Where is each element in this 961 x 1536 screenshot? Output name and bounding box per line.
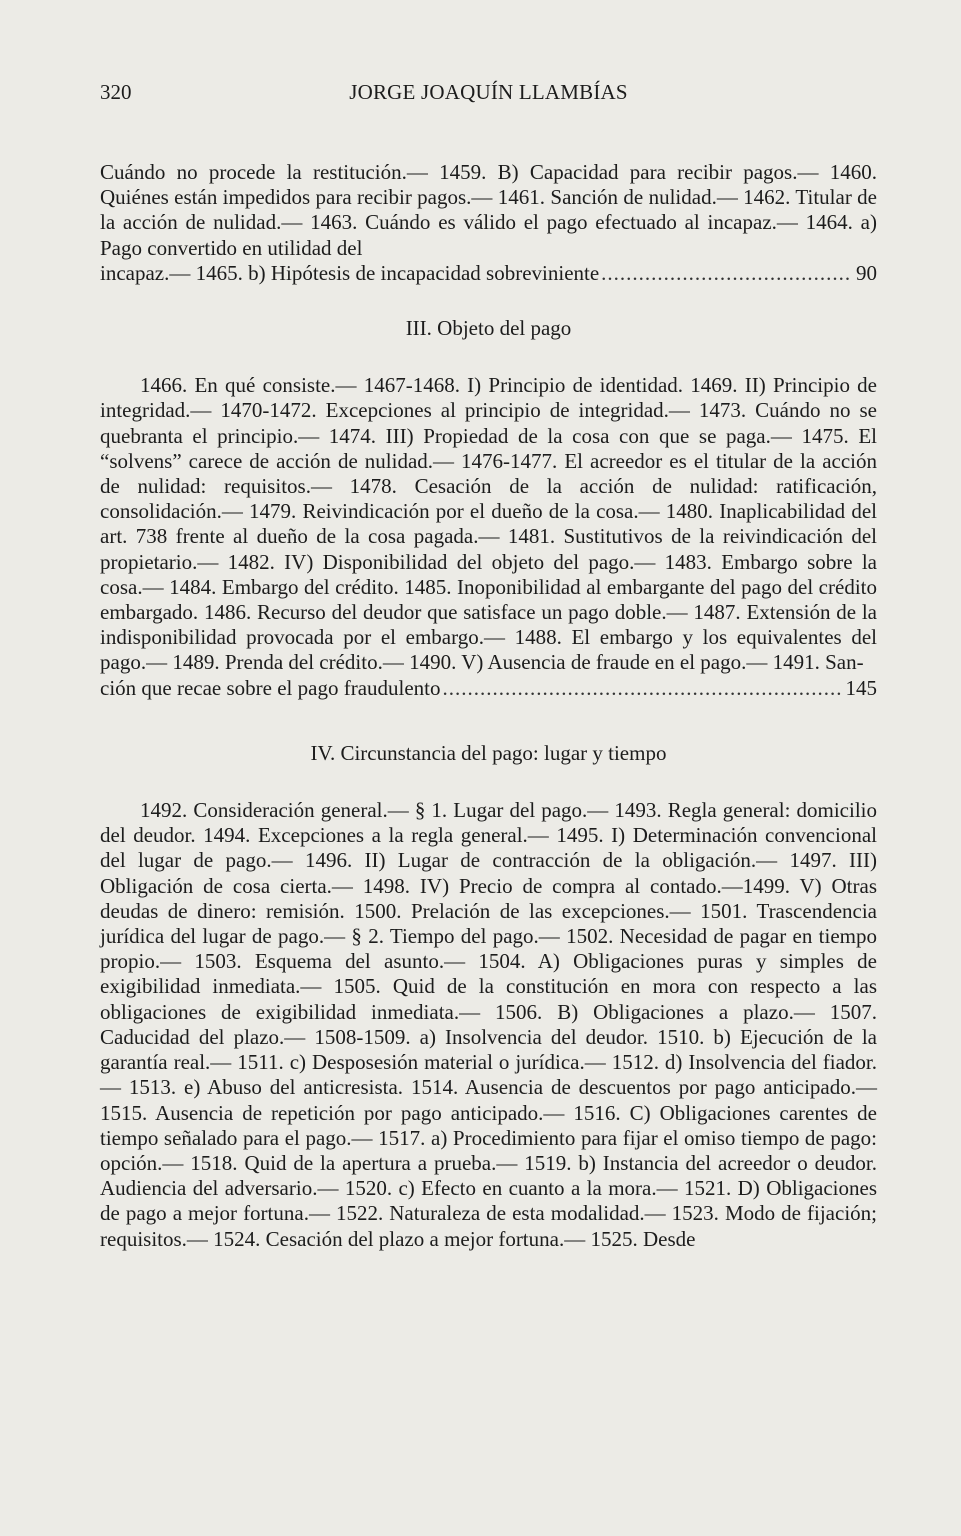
toc-page-ref: 145 xyxy=(845,675,877,700)
paragraph-objeto: 1466. En qué consiste.— 1467-1468. I) Principio de identidad. 1469. II) Principio de integridad.— 1470-1472. Excepciones al principio de integridad.— 1473. Cuándo no se quebranta el principio.— 1474. III) Propiedad de la cosa con que se paga.— 1475. El “solvens” carece de acción de nulidad.— 1476-1477. El acreedor es el titular de la acción de nulidad: requisitos.— 1478. Cesación de la acción de nulidad: ratificación, consolidación.— 1479. Reivindicación por el dueño de la cosa.— 1480. Inaplicabilidad del art. 738 frente al dueño de la cosa pagada.— 1481. Sustitutivos de la reivindicación del propietario.— 1482. IV) Disponibilidad del objeto del pago.— 1483. Embargo sobre la cosa.— 1484. Embargo del crédito. 1485. Inoponibilidad al embargante del pago del crédito embargado. 1486. Recurso del deudor que satisface un pago doble.— 1487. Extensión de la indisponibilidad provocada por el embargo.— 1488. El embargo y los equivalentes del pago.— 1489. Prenda del crédito.— 1490. V) Ausencia de fraude en el pago.— 1491. San- xyxy=(100,373,877,675)
toc-entry-text: incapaz.— 1465. b) Hipótesis de incapacidad sobreviniente xyxy=(100,260,600,285)
section-heading-objeto: III. Objeto del pago xyxy=(405,316,572,341)
running-head xyxy=(100,80,877,112)
toc-entry-text: ción que recae sobre el pago fraudulento xyxy=(100,675,441,700)
dot-leader xyxy=(601,261,852,286)
section-circunstancia-del-pago xyxy=(100,798,877,1252)
running-title: JORGE JOAQUÍN LLAMBÍAS xyxy=(349,80,628,104)
toc-page-ref: 90 xyxy=(856,260,877,285)
toc-entry-line xyxy=(100,676,877,701)
paragraph-continuation: Cuándo no procede la restitución.— 1459. B) Capacidad para recibir pagos.— 1460. Quiénes están impedidos para recibir pagos.— 1461. Sanción de nulidad.— 1462. Titular de la acción de nulidad.— 1463. Cuándo es válido el pago efectuado al incapaz.— 1464. a) Pago convertido en utilidad del xyxy=(100,160,877,260)
dot-leader xyxy=(443,676,842,701)
paragraph-circunstancia: 1492. Consideración general.— § 1. Lugar del pago.— 1493. Regla general: domicilio del deudor. 1494. Excepciones a la regla general.— 1495. I) Determinación convencional del lugar de pago.— 1496. II) Lugar de contracción de la obligación.— 1497. III) Obligación de cosa cierta.— 1498. IV) Precio de compra al contado.—1499. V) Otras deudas de dinero: remisión. 1500. Prelación de las excepciones.— 1501. Trascendencia jurídica del lugar de pago.— § 2. Tiempo del pago.— 1502. Necesidad de pagar en tiempo propio.— 1503. Esquema del asunto.— 1504. A) Obligaciones puras y simples de exigibilidad inmediata.— 1505. Quid de la constitución en mora con respecto a las obligaciones de exigibilidad inmediata.— 1506. B) Obligaciones a plazo.— 1507. Caducidad del plazo.— 1508-1509. a) Insolvencia del deudor. 1510. b) Ejecución de la garantía real.— 1511. c) Desposesión material o jurídica.— 1512. d) Insolvencia del fiador.— 1513. e) Abuso del anticresista. 1514. Ausencia de descuentos por pago anticipado.— 1515. Ausencia de repetición por pago anticipado.— 1516. C) Obligaciones carentes de tiempo señalado para el pago.— 1517. a) Procedimiento para fijar el omiso tiempo de pago: opción.— 1518. Quid de la apertura a prueba.— 1519. b) Instancia del acreedor o deudor. Audiencia del adversario.— 1520. c) Efecto en cuanto a la mora.— 1521. D) Obligaciones de pago a mejor fortuna.— 1522. Naturaleza de esta modalidad.— 1523. Modo de fijación; requisitos.— 1524. Cesación del plazo a mejor fortuna.— 1525. Desde xyxy=(100,798,877,1251)
page-number: 320 xyxy=(100,80,132,104)
toc-entry-line xyxy=(100,261,877,286)
section-objeto-del-pago xyxy=(100,373,877,701)
section-heading-circunstancia: IV. Circunstancia del pago: lugar y tiempo xyxy=(310,740,667,765)
table-of-contents-body xyxy=(100,160,877,1252)
section-continuation xyxy=(100,160,877,286)
